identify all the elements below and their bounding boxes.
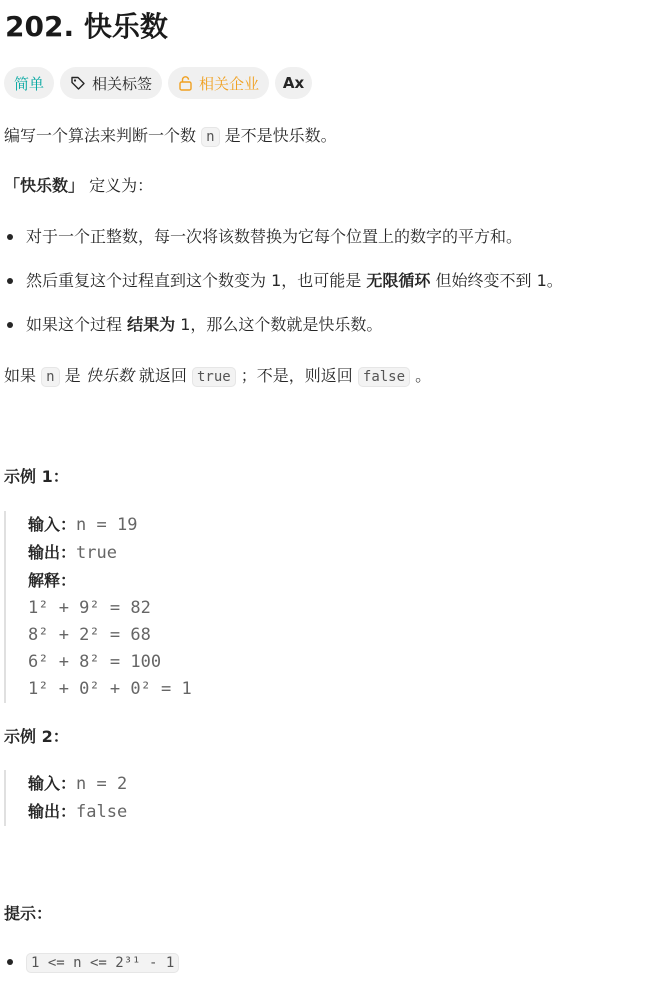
emphasis: 无限循环 xyxy=(366,271,431,290)
bullet-dot xyxy=(7,278,13,284)
difficulty-label: 简单 xyxy=(14,74,45,93)
lock-icon xyxy=(178,75,193,91)
intro-text: 是不是快乐数。 xyxy=(224,126,337,145)
definition-term: 「快乐数」 xyxy=(4,176,85,195)
example-2-block xyxy=(4,770,127,826)
related-companies-label: 相关企业 xyxy=(199,74,260,93)
example-1-heading: 示例 1： xyxy=(4,467,69,486)
list-item-text: 如果这个过程 结果为 1，那么这个数就是快乐数。 xyxy=(26,315,383,334)
example-explain-line: 8² + 2² = 68 xyxy=(28,625,151,645)
example-input-line: 输入：n = 19 xyxy=(28,515,138,535)
tag-icon xyxy=(70,75,86,91)
inline-code: n xyxy=(201,127,219,147)
related-topics-button[interactable] xyxy=(60,67,162,99)
example-explain-line: 6² + 8² = 100 xyxy=(28,652,162,672)
example-explain-line: 1² + 9² = 82 xyxy=(28,598,151,618)
example-1-block xyxy=(4,511,192,703)
example-explain-label: 解释： xyxy=(28,571,77,590)
list-item-text: 对于一个正整数，每一次将该数替换为它每个位置上的数字的平方和。 xyxy=(26,227,523,246)
definition-text: 定义为： xyxy=(89,176,154,195)
difficulty-badge[interactable] xyxy=(4,67,54,99)
bullet-dot xyxy=(7,959,13,965)
inline-code: n xyxy=(41,367,59,387)
problem-title: 202. 快乐数 xyxy=(5,10,168,43)
tag-bar xyxy=(4,67,312,99)
example-input-line: 输入：n = 2 xyxy=(28,774,128,794)
intro-text: 编写一个算法来判断一个数 xyxy=(4,126,197,145)
example-output-line: 输出：false xyxy=(28,802,128,822)
constraint-code: 1 <= n <= 2³¹ - 1 xyxy=(26,953,179,973)
related-companies-button[interactable] xyxy=(168,67,269,99)
list-item-text: 然后重复这个过程直到这个数变为 1，也可能是 无限循环 但始终变不到 1。 xyxy=(26,271,563,290)
emphasis: 快乐数 xyxy=(85,366,134,385)
bullet-dot xyxy=(7,322,13,328)
example-output-line: 输出：true xyxy=(28,543,117,563)
inline-code: true xyxy=(192,367,236,387)
example-explain-line: 1² + 0² + 0² = 1 xyxy=(28,679,192,699)
example-2-heading: 示例 2： xyxy=(4,727,69,746)
emphasis: 结果为 xyxy=(127,315,176,334)
intro-paragraph xyxy=(4,124,337,149)
translate-button[interactable] xyxy=(275,67,312,99)
definition-paragraph xyxy=(4,174,153,198)
hints-heading: 提示： xyxy=(4,904,53,923)
inline-code: false xyxy=(358,367,410,387)
translate-icon: Ax xyxy=(282,74,305,92)
bullet-dot xyxy=(7,234,13,240)
return-paragraph: 如果 n 是 快乐数 就返回 true ；不是，则返回 false 。 xyxy=(4,366,432,385)
related-topics-label: 相关标签 xyxy=(92,74,153,93)
